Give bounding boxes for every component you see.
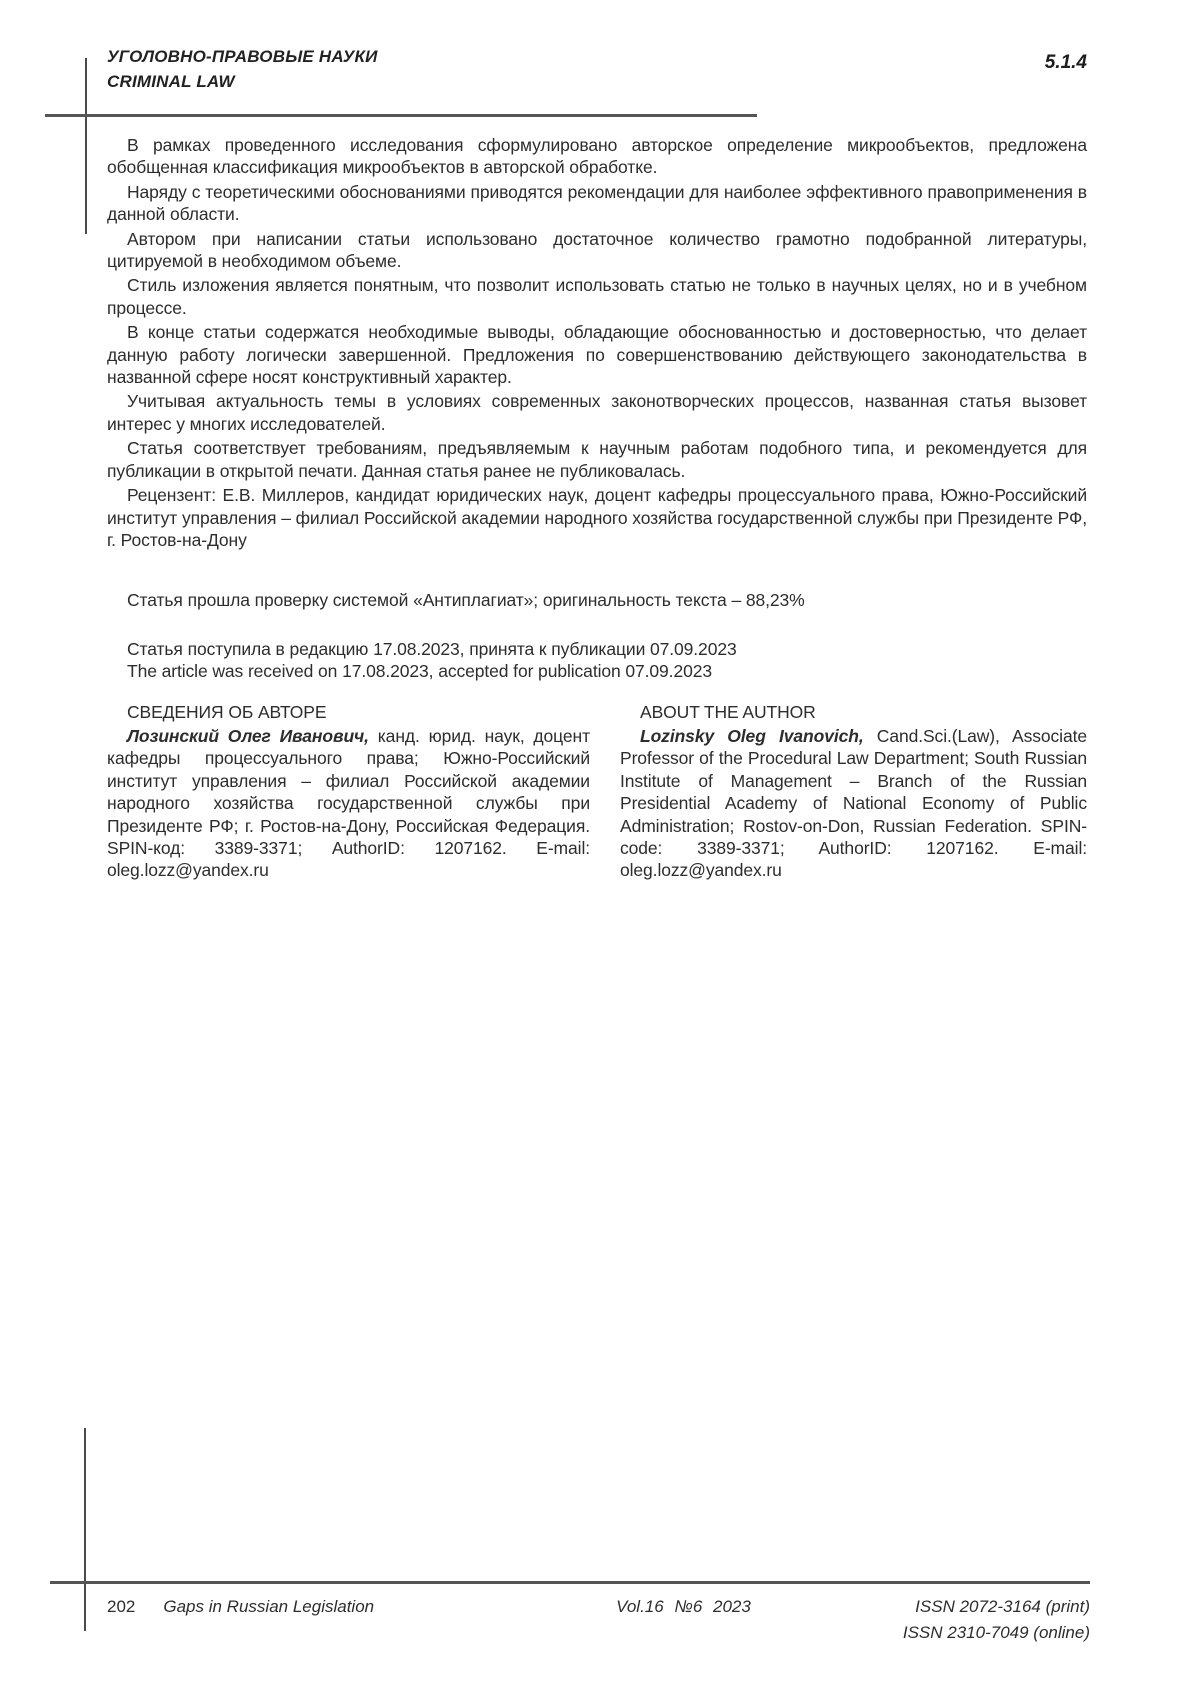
author-details-en	[620, 725, 1087, 882]
author-name-en: Lozinsky Oleg Ivanovich,	[640, 725, 864, 746]
header-divider	[45, 114, 757, 117]
review-paragraph: Статья соответствует требованиям, предъявляемым к научным работам подобного типа, и рекомендуется для публикации в открытой печати. Данная статья ранее не публиковалась.	[107, 438, 1087, 481]
author-info	[107, 701, 1087, 884]
footer-divider	[50, 1581, 1090, 1584]
section-titles	[107, 44, 378, 94]
issn-block	[903, 1594, 1090, 1646]
left-margin-line-top	[85, 58, 87, 234]
journal-issue: Vol.16 №6 2023	[616, 1597, 751, 1616]
received-date-en: The article was received on 17.08.2023, accepted for publication 07.09.2023	[127, 661, 712, 682]
page-footer	[107, 1594, 1090, 1646]
left-margin-line-bottom	[84, 1428, 86, 1631]
section-title-en: CRIMINAL LAW	[107, 72, 235, 91]
author-name-ru: Лозинский Олег Иванович,	[127, 725, 369, 746]
author-details-ru	[107, 725, 590, 882]
page-header	[107, 44, 1087, 94]
author-heading-en: ABOUT THE AUTHOR	[640, 701, 816, 722]
review-paragraph: Учитывая актуальность темы в условиях современных законотворческих процессов, названная статья вызовет интерес у многих исследователей.	[107, 391, 1087, 434]
footer-left	[107, 1594, 374, 1620]
author-affiliation-ru: канд. юрид. наук, доцент кафедры процессуального права; Южно-Российский институт управления – филиал Российской академии народного хозяйства государственной службы при Президенте РФ; г. Ростов-на-Дону, Российская Федерация. SPIN-код: 3389-3371; AuthorID: 1207162. E-mail: oleg.lozz@yandex.ru	[107, 725, 590, 881]
review-paragraph: Рецензент: Е.В. Миллеров, кандидат юридических наук, доцент кафедры процессуального права, Южно-Российский институт управления – филиал Российской академии народного хозяйства государственной службы при Президенте РФ, г. Ростов-на-Дону	[107, 485, 1087, 550]
review-paragraph: В конце статьи содержатся необходимые выводы, обладающие обоснованностью и достоверностью, что делает данную работу логически завершенной. Предложения по совершенствованию действующего законодательства в названной сфере носят конструктивный характер.	[107, 322, 1087, 388]
author-info-ru	[107, 701, 590, 884]
received-date-ru: Статья поступила в редакцию 17.08.2023, принята к публикации 07.09.2023	[127, 638, 737, 659]
dates-block	[107, 638, 1087, 683]
author-heading-ru: СВЕДЕНИЯ ОБ АВТОРЕ	[127, 701, 327, 722]
issn-print: ISSN 2072-3164 (print)	[915, 1597, 1090, 1616]
review-paragraph: Автором при написании статьи использовано достаточное количество грамотно подобранной литературы, цитируемой в необходимом объеме.	[107, 228, 1087, 272]
antiplagiarism-note: Статья прошла проверку системой «Антиплагиат»; оригинальность текста – 88,23%	[127, 590, 805, 611]
author-affiliation-en: Cand.Sci.(Law), Associate Professor of the Procedural Law Department; South Russian Institute of Management – Branch of the Russian Presidential Academy of National Economy of Public Administration; Rostov-on-Don, Russian Federation. SPIN-code: 3389-3371; AuthorID: 1207162. E-mail: oleg.lozz@yandex.ru	[620, 725, 1087, 881]
issn-online: ISSN 2310-7049 (online)	[902, 1623, 1090, 1642]
section-title-ru: УГОЛОВНО-ПРАВОВЫЕ НАУКИ	[107, 47, 378, 66]
review-paragraph: В рамках проведенного исследования сформулировано авторское определение микрообъектов, предложена обобщенная классификация микрообъектов в авторской обработке.	[107, 135, 1087, 178]
journal-title: Gaps in Russian Legislation	[163, 1597, 375, 1616]
author-info-en	[620, 701, 1087, 884]
page-number: 202	[107, 1597, 136, 1616]
classification-code: 5.1.4	[1044, 52, 1087, 73]
review-paragraph: Стиль изложения является понятным, что позволит использовать статью не только в научных целях, но и в учебном процессе.	[107, 275, 1087, 318]
review-text	[107, 134, 1087, 884]
review-paragraph: Наряду с теоретическими обоснованиями приводятся рекомендации для наиболее эффективного правоприменения в данной области.	[107, 181, 1087, 225]
